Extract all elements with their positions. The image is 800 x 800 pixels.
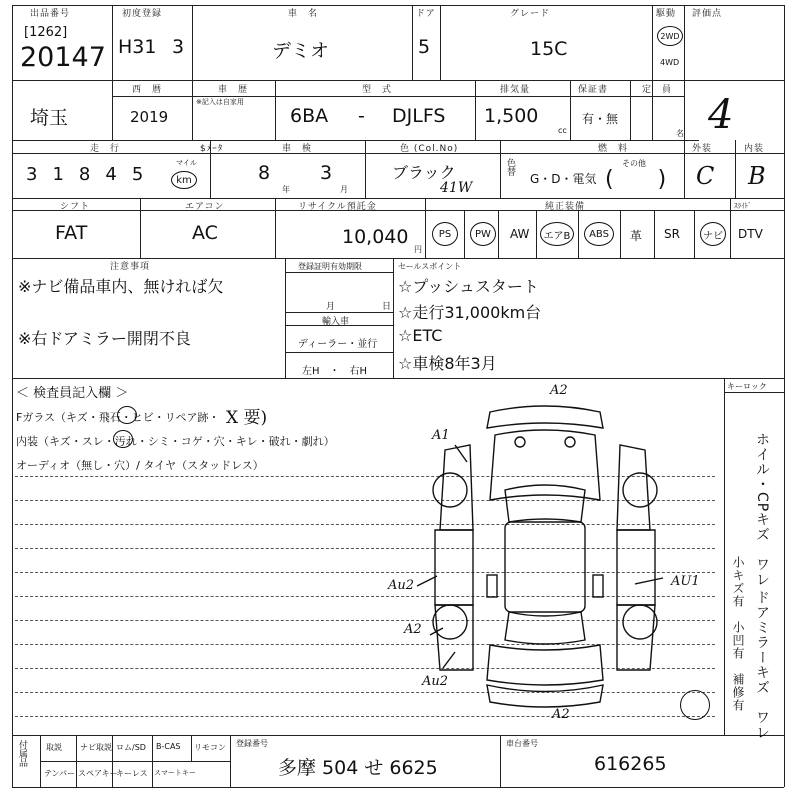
wheel-front-right: [623, 473, 657, 507]
prefecture: 埼玉: [30, 107, 69, 129]
door-label: ドア: [416, 9, 436, 19]
left-mirror: [487, 575, 497, 597]
mark-a1: A1: [432, 428, 450, 443]
wheel-rear-left: [433, 605, 467, 639]
accessory-smart-key: スマートキー: [154, 769, 196, 777]
mark-a2-rear: A2: [552, 707, 570, 722]
model-year: 2019: [130, 108, 169, 126]
meter-note: $ﾒｰﾀ: [200, 144, 224, 154]
mark-au1-right: AU1: [671, 574, 700, 589]
accessory-keyless: キーレス: [116, 769, 148, 778]
import-steering: 左H ・ 右H: [302, 366, 368, 377]
front-bumper: [487, 406, 603, 428]
rear-window: [505, 612, 585, 644]
equipment-label: 純正装備: [545, 202, 586, 212]
keylock-label: キーロック: [727, 382, 767, 391]
car-name-label: 車 名: [288, 9, 319, 19]
shift-label: シフト: [60, 202, 91, 212]
right-rear-door: [617, 605, 655, 670]
model-code-a: 6BA: [290, 105, 329, 127]
capacity-label: 定 員: [642, 85, 673, 95]
fuel-label: 燃 料: [598, 144, 629, 154]
inspector-line-interior: 内装（キズ・スレ・汚れ・シミ・コゲ・穴・キレ・破れ・劇れ）: [16, 435, 335, 448]
reg-label: 初度登録: [122, 9, 163, 19]
equip-ps-circled: PS: [432, 222, 458, 246]
equip-leather: 革: [630, 229, 643, 243]
color-label: 色 (Col.No): [400, 144, 459, 154]
fuel-other-label: その他: [622, 159, 646, 168]
car-name: デミオ: [272, 40, 330, 62]
mileage-unit-km-circle: km: [171, 171, 197, 189]
side-note-legend: 小キズ有 小凹有 補修有: [731, 556, 745, 712]
model-dash: -: [358, 105, 365, 127]
mark-au2-lower: Au2: [422, 674, 449, 689]
import-dealer: ディーラー・並行: [298, 339, 378, 350]
caution-note-2: ※右ドアミラー開閉不良: [18, 329, 191, 348]
mark-a2-left: A2: [404, 622, 422, 637]
lot-number: 20147: [20, 42, 106, 73]
reg-month: 3: [172, 36, 185, 58]
mark-a2-front: A2: [550, 383, 568, 398]
accessory-bcas: B-CAS: [156, 742, 181, 751]
equip-dtv: DTV: [738, 227, 763, 241]
side-note-mirror: ドアミラーキズ ワレ: [754, 590, 770, 740]
glass-handwritten: X 要): [226, 408, 268, 428]
interior-label: 内装: [744, 144, 765, 154]
mileage-digit: 4: [105, 164, 117, 185]
windshield: [505, 485, 585, 522]
score-value: 4: [708, 92, 734, 138]
equip-navi-circled: ナビ: [700, 222, 726, 246]
model-code-b: DJLFS: [392, 105, 446, 127]
wheel-front-left: [433, 473, 467, 507]
mark-au2-left: Au2: [388, 578, 415, 593]
grade: 15C: [530, 38, 568, 60]
accessory-manual: 取説: [46, 743, 62, 752]
caution-note-1: ※ナビ備品車内、無ければ欠: [18, 277, 224, 296]
right-mirror: [593, 575, 603, 597]
glass-chip-circled-mark: [117, 406, 137, 424]
model-label: 型 式: [362, 85, 393, 95]
capacity-unit: 名: [676, 129, 684, 138]
inspection-month-unit: 月: [340, 185, 348, 194]
caution-label: 注意事項: [110, 262, 151, 272]
mileage-digit: 5: [131, 164, 144, 185]
left-rear-door: [435, 605, 473, 670]
displacement-label: 排気量: [500, 85, 531, 95]
drive-2wd-circle: 2WD: [657, 26, 683, 46]
equip-pw-circled: PW: [470, 222, 496, 246]
inspection-year-unit: 年: [282, 185, 290, 194]
yen-unit: 円: [414, 245, 422, 254]
inspection-month: 3: [320, 162, 333, 184]
drive-label: 駆動: [656, 9, 677, 19]
sales-label: セールスポイント: [398, 262, 462, 271]
repaint-label: 色替: [505, 158, 515, 176]
equip-airbag-circled: エアB: [540, 222, 574, 246]
history-label: 車 歴: [218, 85, 249, 95]
mileage-digit: 1: [52, 164, 64, 185]
left-front-fender: [440, 445, 473, 530]
plate-label: 登録番号: [236, 739, 268, 748]
door-count: 5: [418, 36, 431, 58]
fuel-other-paren: ( ): [605, 167, 667, 192]
accessory-remote: リモコン: [194, 743, 226, 752]
mileage-unit-mile: マイル: [176, 159, 197, 167]
sales-point-2: ☆走行31,000km台: [398, 303, 542, 322]
valid-month: 月: [326, 302, 336, 312]
accessory-spare-key: スペアキー: [78, 769, 118, 778]
chassis-number: 616265: [594, 753, 667, 775]
year-label: 西 暦: [132, 85, 163, 95]
valid-day: 日: [382, 302, 392, 312]
color-code: 41W: [440, 180, 473, 196]
exterior-label: 外装: [692, 144, 713, 154]
ac-label: エアコン: [185, 202, 225, 212]
sales-point-1: ☆プッシュスタート: [398, 277, 539, 296]
import-label: 輸入車: [322, 317, 350, 327]
sales-point-3: ☆ETC: [398, 326, 443, 345]
left-front-door: [435, 530, 473, 605]
recycle-label: リサイクル預託金: [298, 202, 377, 212]
rear-bumper: [487, 685, 603, 707]
mileage-digit: 3: [26, 164, 38, 185]
lot-small-number: [1262]: [24, 25, 68, 40]
valid-label: 登録証明有効期限: [298, 262, 362, 271]
roof-panel: [505, 522, 585, 612]
plate-number: 多摩 504 せ 6625: [278, 757, 438, 779]
score-label: 評価点: [692, 9, 723, 19]
equip-abs-circled: ABS: [584, 222, 614, 246]
lot-label: 出品番号: [30, 9, 71, 19]
inspection-year: 8: [258, 162, 271, 184]
mileage-digit: 8: [78, 164, 91, 185]
recycle-fee: 10,040: [342, 226, 409, 248]
reg-era-year: H31: [118, 36, 157, 58]
inspector-line-glass: Fガラス（キズ・飛石・ヒビ・リペア跡・: [16, 411, 220, 424]
ac-value: AC: [192, 222, 218, 244]
equip-aw: AW: [510, 227, 530, 241]
accessory-temper: テンパー: [44, 769, 76, 778]
right-front-door: [617, 530, 655, 605]
side-note-wheel: ホイル・CPキズ ワレ: [754, 432, 770, 588]
wheel-rear-right: [623, 605, 657, 639]
warranty-value: 有・無: [582, 112, 619, 126]
mileage-digits: [26, 164, 143, 185]
mileage-label: 走 行: [90, 144, 121, 154]
grade-label: グレード: [510, 9, 551, 19]
drive-4wd: 4WD: [660, 58, 680, 67]
slide-label: ｽﾗｲﾄﾞ: [734, 202, 752, 210]
sales-point-4: ☆車検8年3月: [398, 354, 497, 373]
accessory-rom-sd: ロム/SD: [116, 743, 146, 752]
inspector-title: ＜ 検査員記入欄 ＞: [16, 386, 129, 401]
equip-sr: SR: [664, 227, 680, 241]
warranty-label: 保証書: [578, 85, 609, 95]
displacement: 1,500: [484, 105, 539, 127]
history-note: ※記入は自家用: [196, 98, 244, 106]
color-name: ブラック: [392, 163, 456, 182]
shift-value: FAT: [55, 222, 88, 244]
inspection-label: 車 検: [282, 144, 313, 154]
right-front-fender: [617, 445, 650, 530]
accessory-navi-manual: ナビ取説: [80, 743, 112, 752]
cc-unit: cc: [558, 126, 567, 135]
inspector-line-audio: オーディオ（無し・穴）/ タイヤ（スタッドレス）: [16, 459, 264, 472]
interior-dirt-circled-mark: [113, 430, 133, 448]
exterior-grade: C: [696, 162, 715, 190]
interior-grade: B: [748, 162, 766, 190]
fuel-options: G・D・電気: [530, 172, 597, 186]
trunk-panel: [487, 645, 603, 685]
chassis-label: 車台番号: [506, 739, 538, 748]
accessory-label: 付属品: [17, 740, 27, 767]
